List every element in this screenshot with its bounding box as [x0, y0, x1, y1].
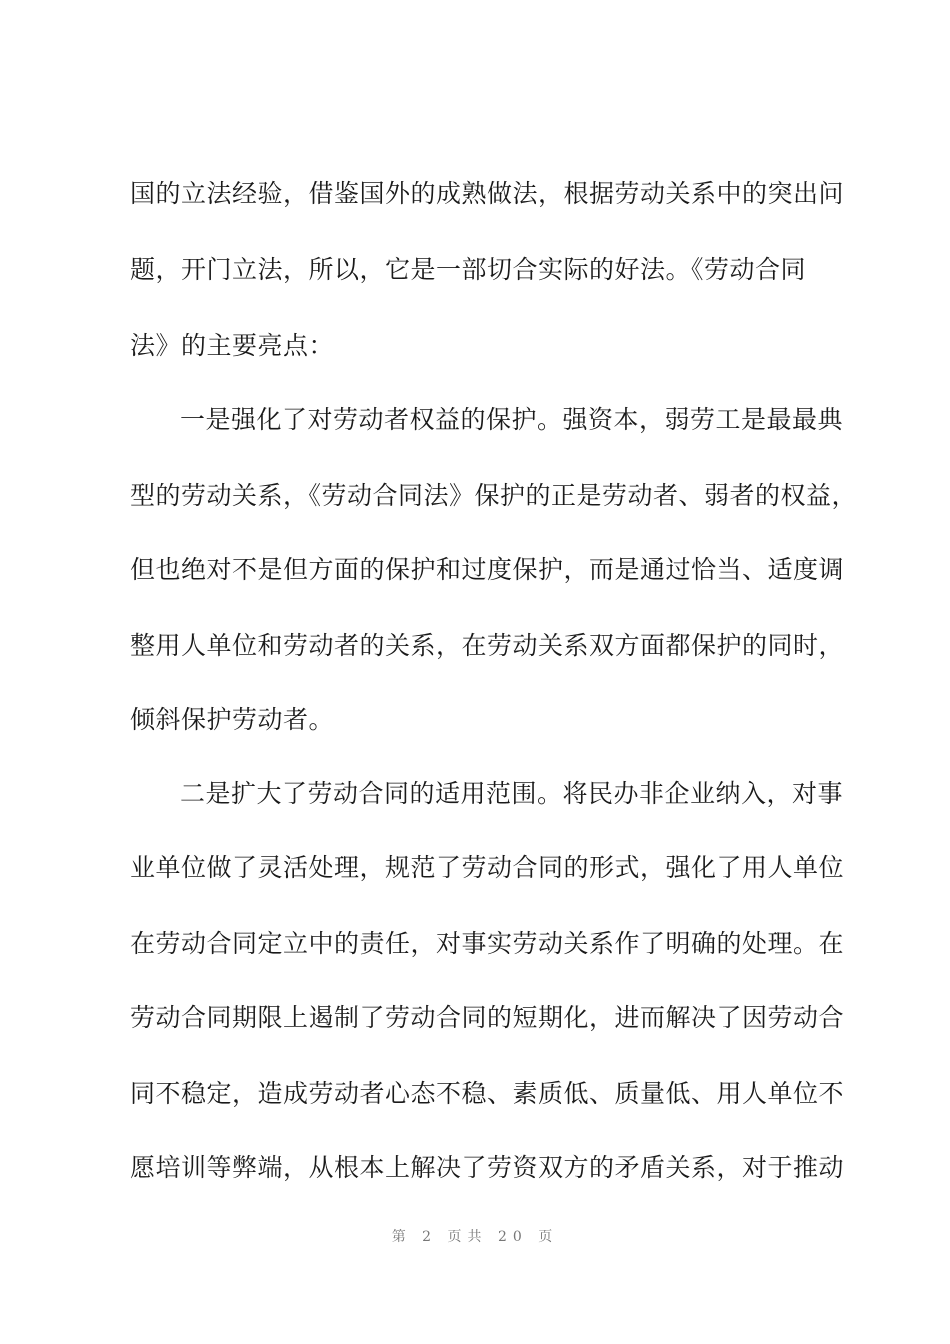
text-line: 倾斜保护劳动者。	[130, 705, 335, 734]
text-line: 法》的主要亮点：	[130, 331, 335, 360]
text-line: 整用人单位和劳动者的关系，在劳动关系双方面都保护的同时，	[130, 631, 845, 660]
paragraph-start-line: 二是扩大了劳动合同的适用范围。将民办非企业纳入，对事	[180, 779, 844, 808]
page-number-footer: 第 2 页共 20 页	[391, 1229, 559, 1245]
text-line: 愿培训等弊端，从根本上解决了劳资双方的矛盾关系，对于推动	[130, 1153, 845, 1182]
text-line: 业单位做了灵活处理，规范了劳动合同的形式，强化了用人单位	[130, 853, 845, 882]
text-line: 同不稳定，造成劳动者心态不稳、素质低、质量低、用人单位不	[130, 1079, 845, 1108]
text-line: 型的劳动关系，《劳动合同法》保护的正是劳动者、弱者的权益，	[130, 481, 858, 510]
text-line: 劳动合同期限上遏制了劳动合同的短期化，进而解决了因劳动合	[130, 1003, 845, 1032]
text-line: 国的立法经验，借鉴国外的成熟做法，根据劳动关系中的突出问	[130, 179, 845, 208]
paragraph-start-line: 一是强化了对劳动者权益的保护。强资本，弱劳工是最最典	[180, 405, 844, 434]
text-line: 在劳动合同定立中的责任，对事实劳动关系作了明确的处理。在	[130, 929, 845, 958]
text-line: 但也绝对不是但方面的保护和过度保护，而是通过恰当、适度调	[130, 555, 845, 584]
text-line: 题，开门立法，所以，它是一部切合实际的好法。《劳动合同	[130, 255, 807, 284]
